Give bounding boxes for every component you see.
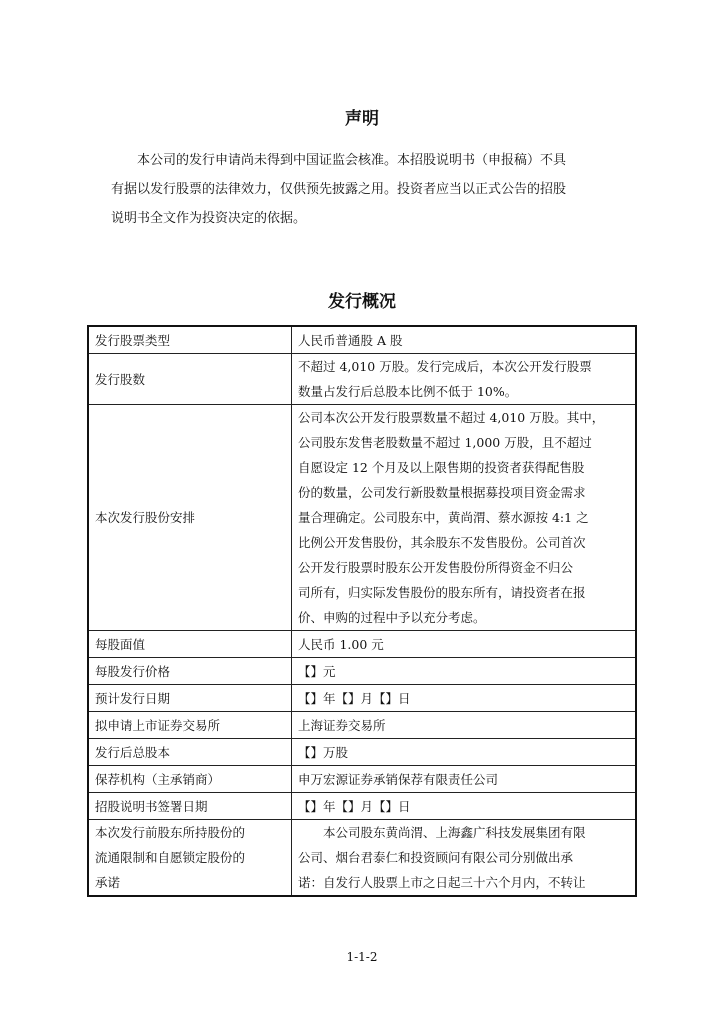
row-value [292,712,637,739]
row-key [88,820,292,897]
row-key [88,354,292,405]
page-number: 1-1-2 [346,950,378,964]
row-value-line: 人民币普通股 A 股 [298,332,403,348]
row-value-line: 申万宏源证券承销保荐有限责任公司 [298,771,499,787]
row-value-line: 司所有，归实际发售股份的股东所有，请投资者在报 [298,585,586,600]
row-value-line: 自愿设定 12 个月及以上限售期的投资者获得配售股 [298,460,585,475]
row-key-text: 拟申请上市证券交易所 [95,717,221,733]
row-value [292,631,637,658]
row-key-text: 发行股数 [95,371,146,387]
row-value-line: 份的数量，公司发行新股数量根据募投项目资金需求 [298,485,586,500]
table-row [88,820,636,897]
row-key-text: 预计发行日期 [95,690,171,706]
row-key [88,631,292,658]
row-value [292,739,637,766]
row-value [292,354,637,405]
row-value-line: 量合理确定。公司股东中，黄尚渭、蔡水源按 4:1 之 [298,510,589,525]
row-value-line: 公司股东发售老股数量不超过 1,000 万股，且不超过 [298,435,592,450]
row-key [88,685,292,712]
table-row [88,354,636,405]
row-value-line: 不超过 4,010 万股。发行完成后，本次公开发行股票 [298,359,592,374]
row-key-text: 每股面值 [95,636,146,652]
table-row [88,326,636,354]
row-value-line: 公司本次公开发行股票数量不超过 4,010 万股。其中， [298,410,605,425]
row-key [88,793,292,820]
row-value [292,685,637,712]
row-value [292,820,637,897]
row-value-line: 【】年【】月【】日 [298,798,411,814]
row-value-line: 价、申购的过程中予以充分考虑。 [298,610,486,625]
row-value-line: 诺：自发行人股票上市之日起三十六个月内，不转让 [298,875,586,890]
row-key [88,405,292,631]
table-row [88,712,636,739]
row-key-text: 招股说明书签署日期 [95,798,208,814]
row-key-text: 发行股票类型 [95,332,171,348]
row-value-line: 本公司股东黄尚渭、上海鑫广科技发展集团有限 [298,825,586,840]
row-value [292,766,637,793]
statement-title: 声明 [345,109,379,129]
row-value [292,405,637,631]
row-value-line: 【】元 [298,663,336,679]
overview-table-body [88,326,636,896]
row-key-text: 发行后总股本 [95,744,171,760]
statement-line: 说明书全文作为投资决定的依据。 [111,211,307,226]
row-value [292,326,637,354]
row-key-line: 承诺 [95,875,121,890]
row-key-line: 本次发行前股东所持股份的 [95,825,246,840]
table-row [88,685,636,712]
statement-line: 有据以发行股票的法律效力，仅供预先披露之用。投资者应当以正式公告的招股 [111,182,567,197]
table-row [88,405,636,631]
table-row [88,658,636,685]
row-value [292,658,637,685]
row-value-line: 数量占发行后总股本比例不低于 10%。 [298,384,518,399]
row-key [88,739,292,766]
row-value-line: 公开发行股票时股东公开发售股份所得资金不归公 [298,560,574,575]
table-row [88,739,636,766]
row-value-line: 比例公开发售股份，其余股东不发售股份。公司首次 [298,535,586,550]
row-value [292,793,637,820]
row-value-line: 公司、烟台君泰仁和投资顾问有限公司分别做出承 [298,850,574,865]
row-key-text: 本次发行股份安排 [95,510,196,525]
row-value-line: 【】年【】月【】日 [298,690,411,706]
row-key-text: 每股发行价格 [95,663,171,679]
row-value-line: 上海证券交易所 [298,717,386,733]
table-row [88,793,636,820]
overview-title: 发行概况 [328,292,396,312]
table-row [88,766,636,793]
row-key [88,712,292,739]
row-key [88,326,292,354]
row-key [88,658,292,685]
row-key-line: 流通限制和自愿锁定股份的 [95,850,246,865]
statement-line: 本公司的发行申请尚未得到中国证监会核准。本招股说明书（申报稿）不具 [137,153,567,168]
row-key [88,766,292,793]
row-key-text: 保荐机构（主承销商） [95,771,221,787]
table-row [88,631,636,658]
row-value-line: 【】万股 [298,744,349,760]
overview-table [87,325,637,897]
row-value-line: 人民币 1.00 元 [298,636,384,652]
